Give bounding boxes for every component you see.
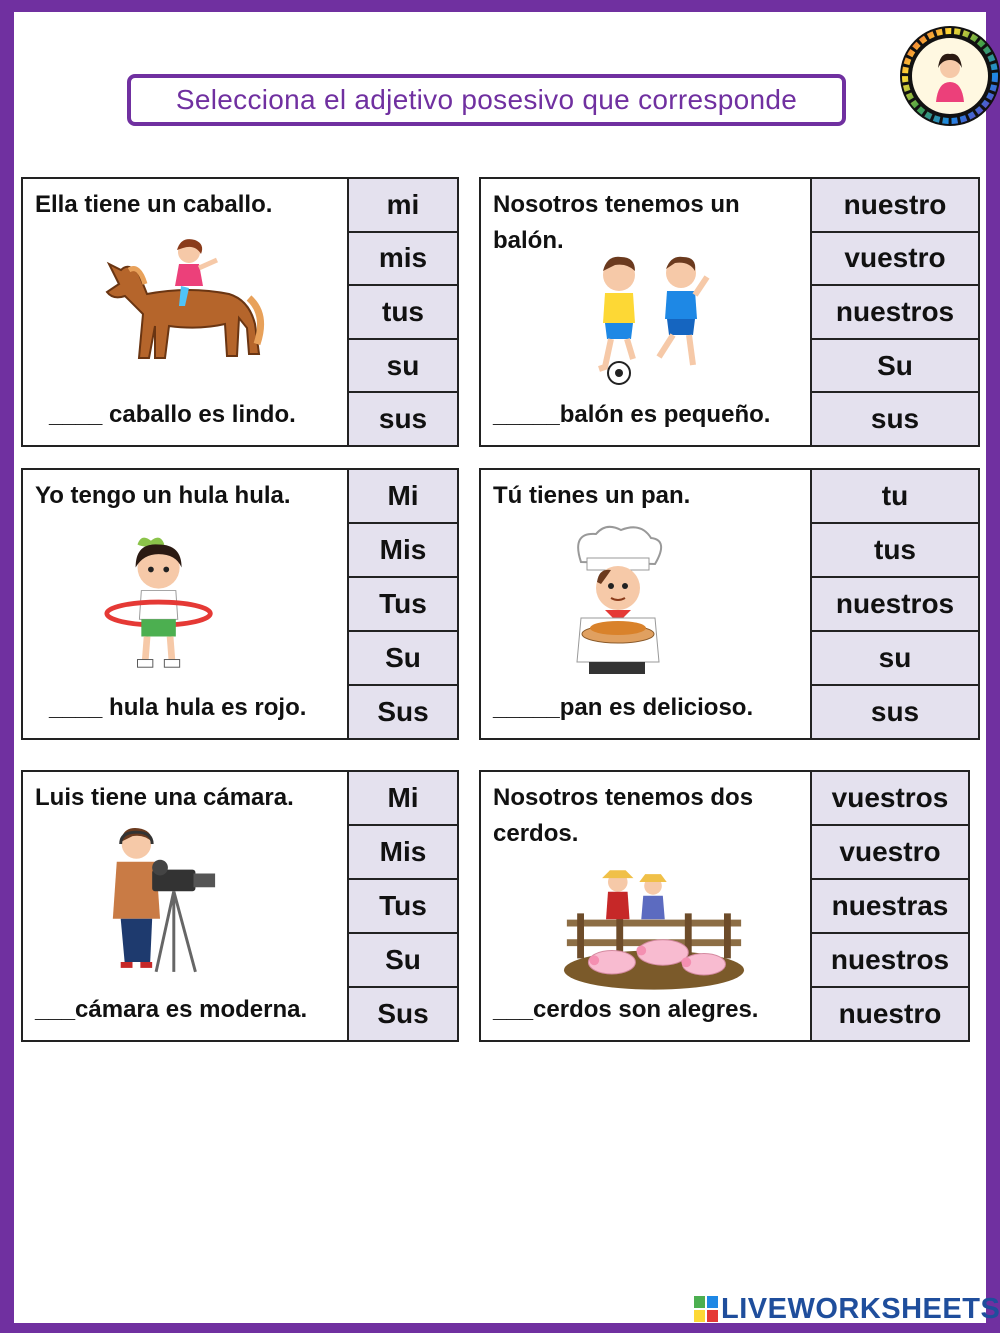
- option-button[interactable]: vuestros: [812, 772, 968, 826]
- option-button[interactable]: Tus: [349, 578, 457, 632]
- girl-on-horse-icon: [99, 234, 269, 374]
- exercise-card-3: [21, 468, 459, 740]
- option-button[interactable]: Tus: [349, 880, 457, 934]
- options-column: [347, 772, 457, 1040]
- option-button[interactable]: Sus: [349, 988, 457, 1040]
- options-column: [810, 772, 968, 1040]
- option-button[interactable]: Mis: [349, 524, 457, 578]
- instruction-title-text: Selecciona el adjetivo posesivo que corresponde: [175, 84, 798, 115]
- card-prompt: Ella tiene un caballo.: [35, 191, 273, 218]
- exercise-card-1: [21, 177, 459, 447]
- card-prompt: Nosotros tenemos dos cerdos.: [493, 784, 754, 847]
- chef-with-bread-icon: [551, 522, 681, 682]
- option-button[interactable]: su: [349, 340, 457, 394]
- card-sentence: ___cerdos son alegres.: [493, 996, 759, 1023]
- card-sentence: ____ hula hula es rojo.: [49, 694, 307, 721]
- option-button[interactable]: Sus: [349, 686, 457, 738]
- option-button[interactable]: nuestro: [812, 179, 978, 233]
- card-prompt: Tú tienes un pan.: [493, 482, 691, 509]
- option-button[interactable]: nuestros: [812, 286, 978, 340]
- option-button[interactable]: Su: [349, 934, 457, 988]
- option-button[interactable]: sus: [349, 393, 457, 445]
- instruction-title: [127, 74, 846, 126]
- liveworksheets-logo: [694, 1292, 1000, 1326]
- card-prompt: Yo tengo un hula hula.: [35, 482, 291, 509]
- option-button[interactable]: tus: [349, 286, 457, 340]
- options-column: [810, 470, 978, 738]
- option-button[interactable]: tus: [812, 524, 978, 578]
- option-button[interactable]: Su: [812, 340, 978, 394]
- option-button[interactable]: sus: [812, 686, 978, 738]
- option-button[interactable]: Mi: [349, 772, 457, 826]
- liveworksheets-mark-icon: [694, 1296, 718, 1322]
- card-prompt: Nosotros tenemos un balón.: [493, 191, 740, 254]
- option-button[interactable]: vuestro: [812, 826, 968, 880]
- exercise-card-2: [479, 177, 980, 447]
- girl-with-hula-hoop-icon: [103, 528, 218, 678]
- options-column: [347, 470, 457, 738]
- liveworksheets-brand-text: LIVEWORKSHEETS: [721, 1292, 1000, 1325]
- option-button[interactable]: mis: [349, 233, 457, 287]
- option-button[interactable]: nuestras: [812, 880, 968, 934]
- card-sentence: ____ caballo es lindo.: [49, 401, 296, 428]
- option-button[interactable]: tu: [812, 470, 978, 524]
- exercise-card-4: [479, 468, 980, 740]
- author-logo-icon: [898, 24, 1000, 128]
- option-button[interactable]: vuestro: [812, 233, 978, 287]
- option-button[interactable]: su: [812, 632, 978, 686]
- option-button[interactable]: mi: [349, 179, 457, 233]
- option-button[interactable]: nuestro: [812, 988, 968, 1040]
- option-button[interactable]: nuestros: [812, 934, 968, 988]
- cameraman-icon: [103, 824, 221, 982]
- option-button[interactable]: nuestros: [812, 578, 978, 632]
- card-sentence: _____pan es delicioso.: [493, 694, 754, 721]
- card-sentence: _____balón es pequeño.: [493, 401, 771, 428]
- boys-playing-soccer-icon: [579, 249, 719, 389]
- option-button[interactable]: Su: [349, 632, 457, 686]
- exercise-card-5: [21, 770, 459, 1042]
- card-prompt: Luis tiene una cámara.: [35, 784, 294, 811]
- options-column: [810, 179, 978, 445]
- exercise-card-6: [479, 770, 970, 1042]
- options-column: [347, 179, 457, 445]
- card-sentence: ___cámara es moderna.: [35, 996, 308, 1023]
- option-button[interactable]: Mis: [349, 826, 457, 880]
- option-button[interactable]: sus: [812, 393, 978, 445]
- option-button[interactable]: Mi: [349, 470, 457, 524]
- farmers-with-pigs-icon: [561, 864, 747, 992]
